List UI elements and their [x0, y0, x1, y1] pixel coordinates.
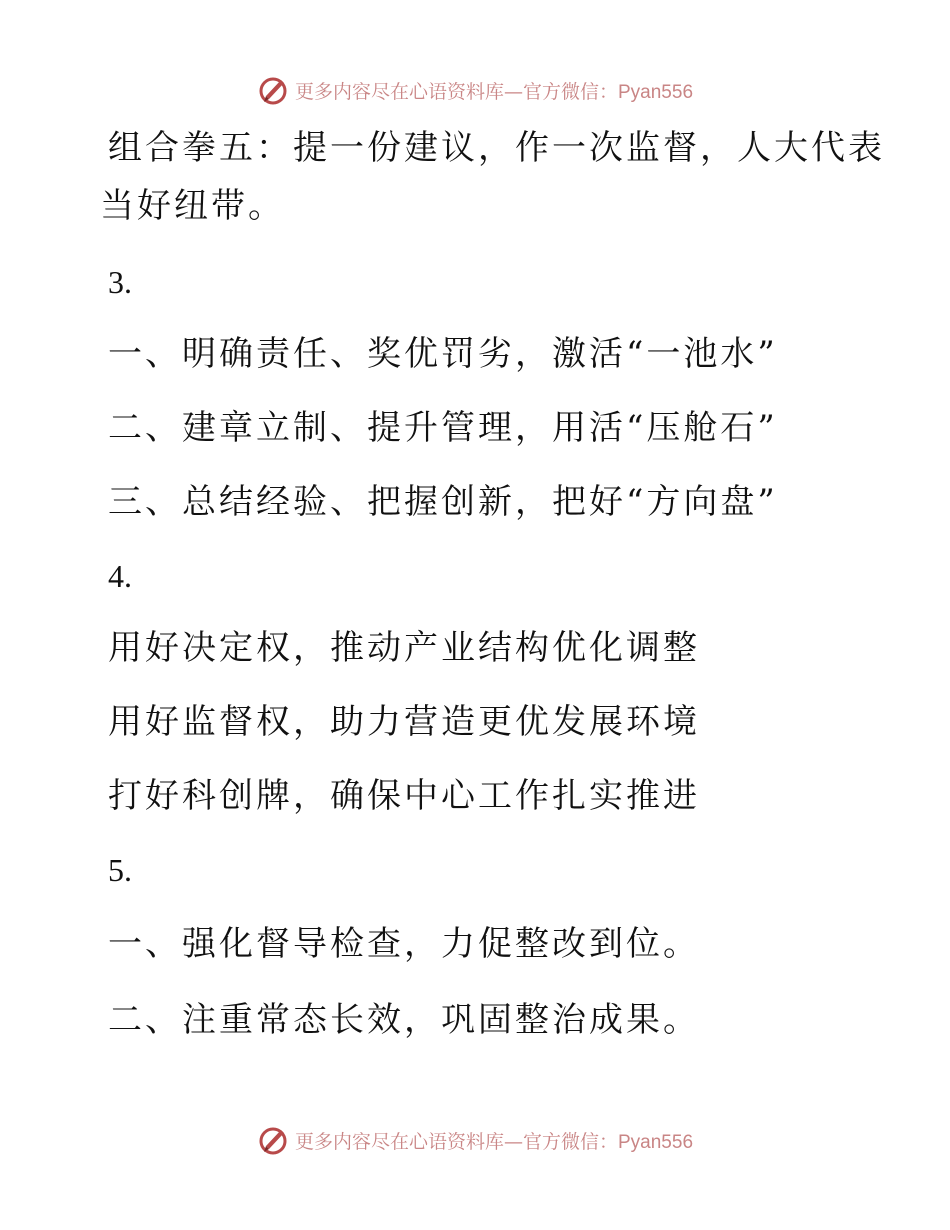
section-number-4: 4.	[108, 558, 132, 594]
list-item: 用好决定权，推动产业结构优化调整	[108, 628, 700, 668]
section-number-3: 3.	[108, 264, 132, 300]
watermark-text: 更多内容尽在心语资料库—官方微信：Pyan556	[294, 1130, 694, 1153]
list-item: 打好科创牌，确保中心工作扎实推进	[108, 776, 700, 816]
heading-line-1: 组合拳五：提一份建议，作一次监督，人大代表	[108, 128, 885, 168]
pen-in-circle-icon	[257, 1124, 289, 1156]
watermark-text: 更多内容尽在心语资料库—官方微信：Pyan556	[294, 80, 694, 103]
watermark-header	[0, 70, 950, 110]
list-item: 二、注重常态长效，巩固整治成果。	[108, 1000, 700, 1040]
section-number-5: 5.	[108, 852, 132, 888]
list-item: 用好监督权，助力营造更优发展环境	[108, 702, 700, 742]
heading-line-2: 当好纽带。	[100, 186, 285, 226]
list-item: 一、明确责任、奖优罚劣，激活“一池水”	[108, 334, 778, 374]
list-item: 一、强化督导检查，力促整改到位。	[108, 924, 700, 964]
list-item: 二、建章立制、提升管理，用活“压舱石”	[108, 408, 778, 448]
watermark-footer	[0, 1120, 950, 1160]
list-item: 三、总结经验、把握创新，把好“方向盘”	[108, 482, 778, 522]
pen-in-circle-icon	[257, 74, 289, 106]
